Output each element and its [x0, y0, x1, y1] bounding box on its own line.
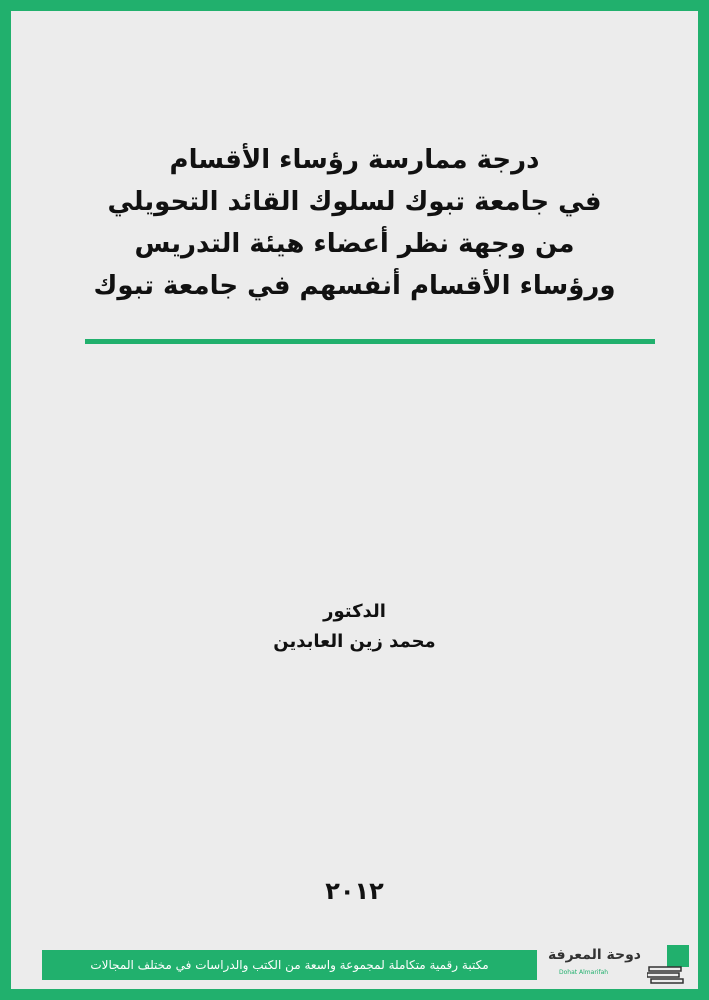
- publication-year: ٢٠١٢: [325, 877, 384, 905]
- footer-tagline: مكتبة رقمية متكاملة لمجموعة واسعة من الكتب والدراسات في مختلف المجالات: [42, 950, 537, 980]
- book-title: [31, 139, 678, 307]
- title-line-4: ورؤساء الأقسام أنفسهم في جامعة تبوك: [93, 271, 616, 301]
- author-block: [11, 597, 698, 657]
- author-name: محمد زين العابدين: [273, 631, 436, 652]
- author-title: الدكتور: [323, 601, 386, 622]
- title-line-1: درجة ممارسة رؤساء الأقسام: [169, 145, 540, 175]
- logo-subtitle: Dohat Almarifah: [559, 969, 609, 976]
- books-icon: [647, 945, 689, 985]
- title-line-3: من وجهة نظر أعضاء هيئة التدريس: [134, 229, 575, 259]
- logo-name: دوحة المعرفة: [547, 947, 641, 963]
- title-line-2: في جامعة تبوك لسلوك القائد التحويلي: [107, 187, 602, 217]
- title-divider: [85, 339, 655, 344]
- publisher-logo: [547, 945, 689, 985]
